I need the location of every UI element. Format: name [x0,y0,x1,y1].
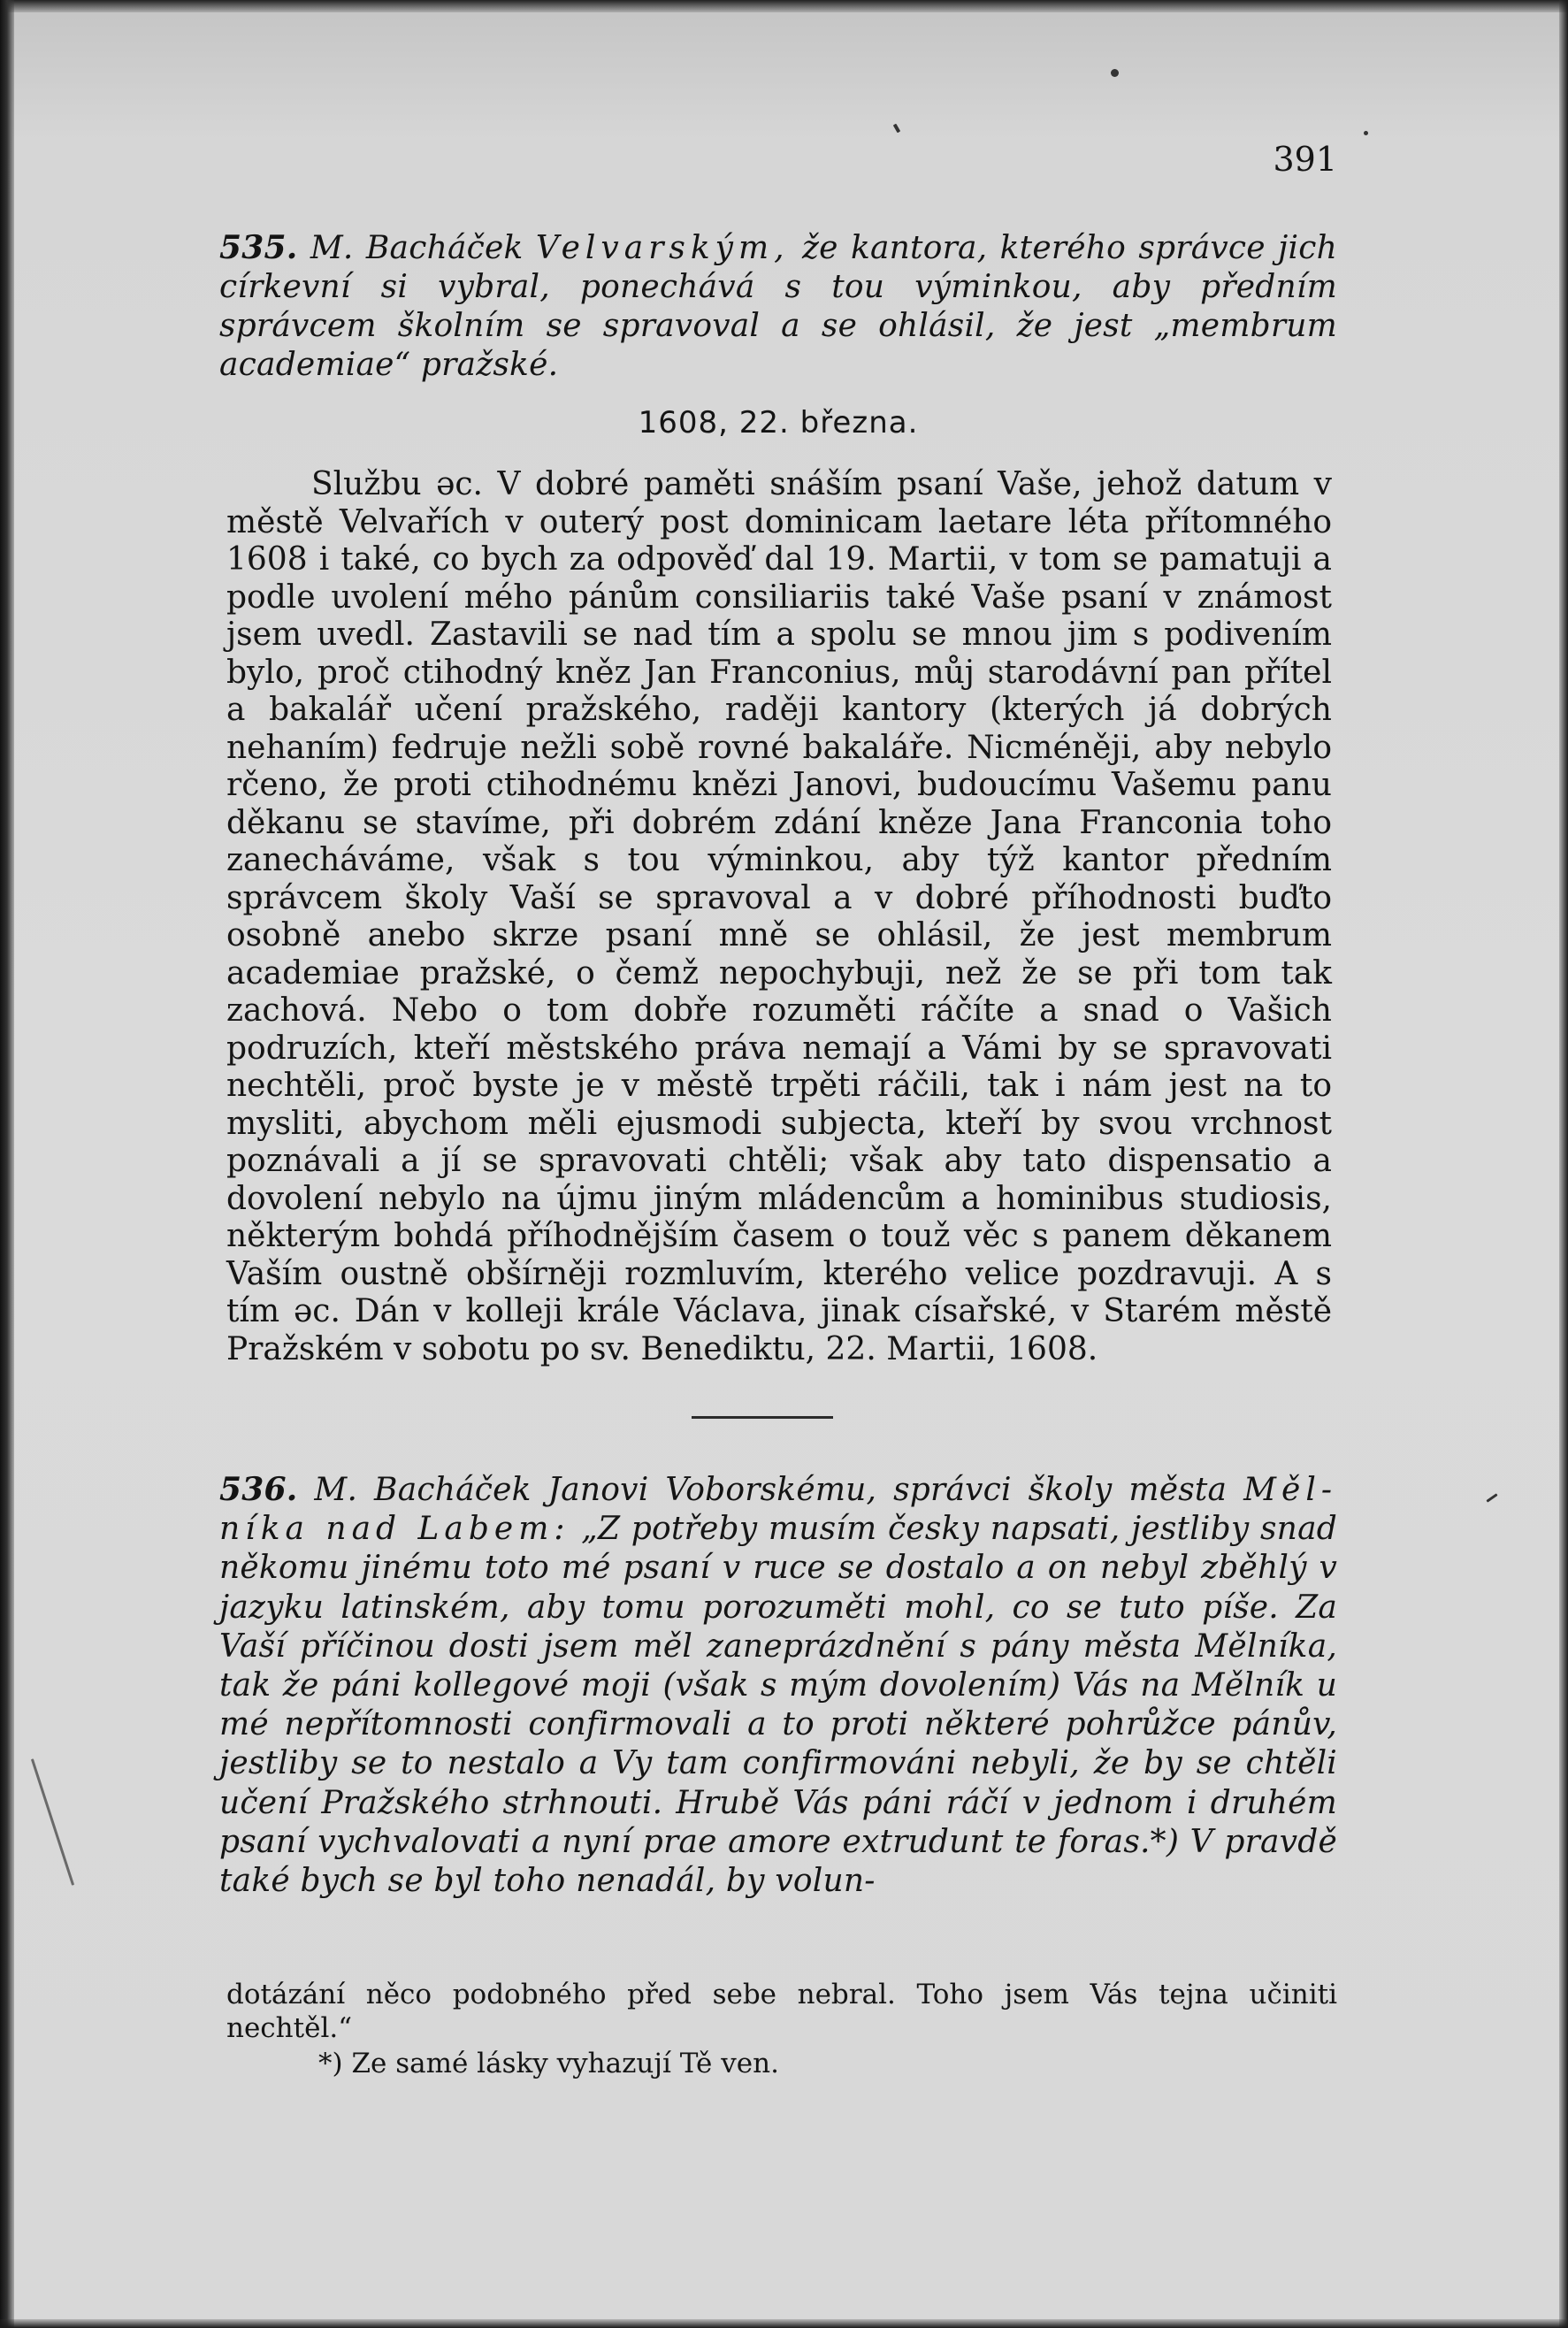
scan-edge-bottom [0,2319,1568,2328]
scan-speck [1111,69,1119,77]
footnote-asterisk: *) Ze samé lásky vyhazují Tě ven. [318,2048,779,2079]
footnotes [226,1978,1337,2080]
scan-speck [1486,1493,1497,1502]
entry-536-number: 536. [219,1471,298,1508]
footnote-continuation: dotázání něco podobného před sebe nebral. Toho jsem Vás tejna učiniti nechtěl.“ [226,1979,1337,2044]
scan-speck [893,124,900,134]
scan-edge-right [1559,0,1568,2328]
entry-536-heading [219,1470,1337,1901]
entry-535-letter-body [226,466,1332,1368]
page-number: 391 [1273,140,1337,179]
entry-536-author: M. Bacháček [314,1472,532,1508]
entry-535-number: 535. [219,229,298,266]
entry-535-author: M. Bacháček [310,230,524,266]
section-separator-rule [692,1416,833,1419]
scan-edge-left [0,0,14,2328]
entry-535-date: 1608, 22. března. [638,405,919,440]
scan-speck [1364,131,1368,135]
entry-536-recipient-town-a: Měl- [1243,1472,1338,1508]
scan-scratch [31,1758,74,1886]
entry-536-recipient-town-b: níka nad Labem: [219,1511,570,1548]
entry-535-body-paragraph: Službu ǝc. V dobré paměti snáším psaní Vaše, jehož datum v městě Velvařích v outerý post dominicam laetare léta přítomného 1608 i také, co bych za odpověď dal 19. Martii, v tom se pamatuji a podle uvolení mého pánům consiliariis také Vaše psaní v známost jsem uvedl. Zastavili se nad tím a spolu se mnou jim s podivením bylo, proč ctihodný kněz Jan Franconius, můj starodávní pan přítel a bakalář učení pražského, raději kantory (kterých já dobrých nehaním) fedruje nežli sobě rovné bakaláře. Nicméněji, aby nebylo rčeno, že proti ctihodnému knězi Janovi, budoucímu Vašemu panu děkanu se stavíme, při dobrém zdání kněze Jana Franconia toho zanecháváme, však s tou výminkou, aby týž kantor předním správcem školy Vaší se spravoval a v dobré příhodnosti buďto osobně anebo skrze psaní mně se ohlásil, že jest membrum academiae pražské, o čemž nepochybuji, než že se při tom tak zachová. Nebo o tom dobře rozuměti ráčíte a snad o Vašich podruzích, kteří městského práva nemají a Vámi by se spravovati nechtěli, proč byste je v městě trpěti ráčili, tak i nám jest na to mysliti, abychom měli ejusmodi subjecta, kteří by svou vrchnost poznávali a jí se spravovati chtěli; však aby tato dispensatio a dovolení nebylo na újmu jiným mládencům a hominibus studiosis, některým bohdá příhodnějším časem o touž věc s panem děkanem Vaším oustně obšírněji rozmluvím, kterého velice pozdravuji. A s tím ǝc. Dán v kolleji krále Václava, jinak císařské, v Starém městě Pražském v sobotu po sv. Benediktu, 22. Martii, 1608. [226,466,1332,1367]
entry-536-quoted-letter: „Z potřeby musím česky napsati, jestliby snad někomu jinému toto mé psaní v ruce se dostalo a on nebyl zběhlý v jazyku latinském, aby tomu porozuměti mohl, co se tuto píše. Za Vaší příčinou dosti jsem měl zaneprázdnění s pány města Mělníka, tak že páni kollegové moji (však s mým dovolením) Vás na Mělník u mé nepřítomnosti confirmovali a to proti některé pohrůžce pánův, jestliby se to nestalo a Vy tam confirmováni nebyli, že by se chtěli učení Pražského strhnouti. Hrubě Vás páni ráčí v jednom i druhém psaní vychvalovati a nyní prae amore extrudunt te foras.*) V pravdě také bych se byl toho nenadál, by volun- [219,1511,1337,1900]
entry-536-recipient: Janovi Voborskému, správci školy města [547,1472,1228,1508]
entry-535-recipient: Velvarským, [535,230,790,266]
entry-535-heading [219,228,1337,385]
entry-535-summary: že kantora, kterého správce jich církevní si vybral, ponechává s tou výminkou, aby předním správcem školním se spravoval a se ohlásil, že jest „membrum academiae“ pražské. [219,230,1337,383]
scan-edge-top [0,0,1568,12]
